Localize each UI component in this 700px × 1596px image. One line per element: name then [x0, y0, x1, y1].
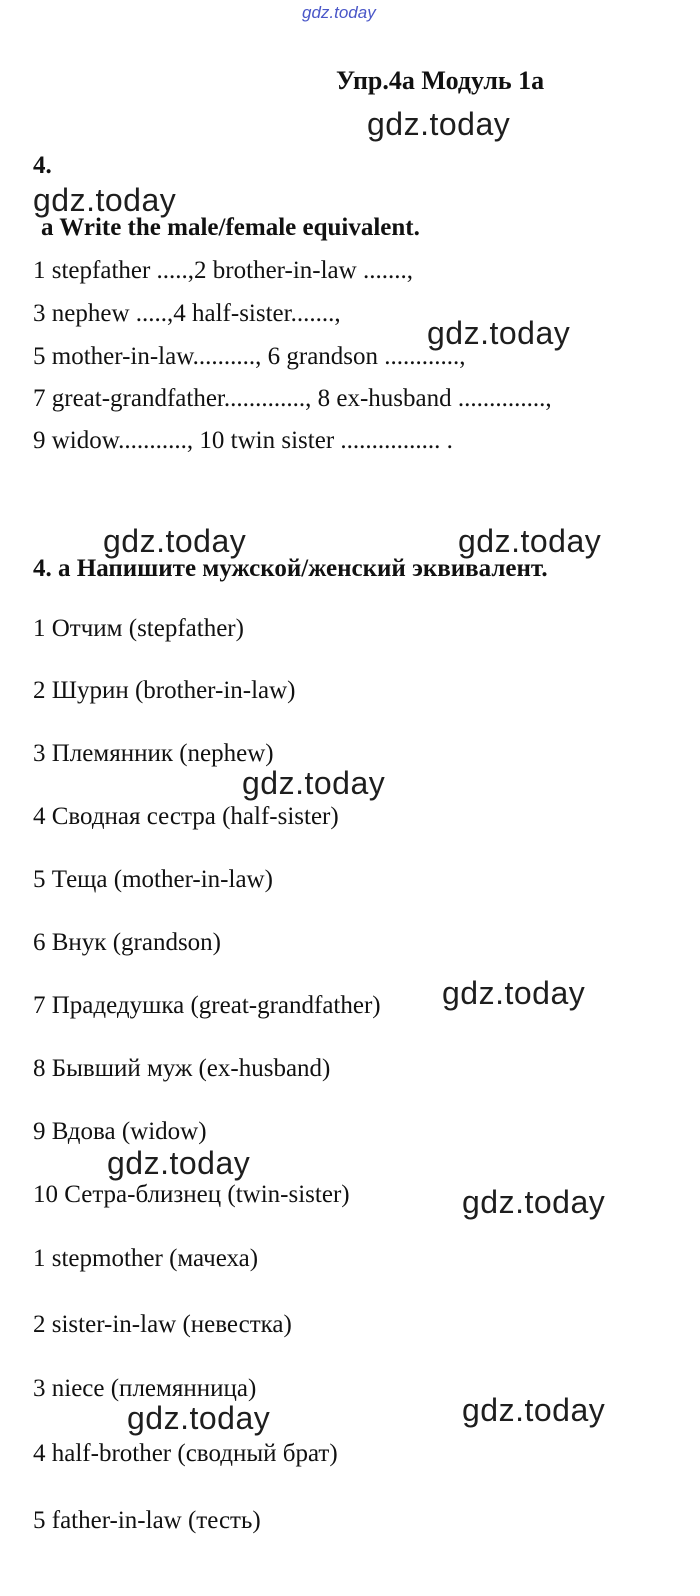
translation-item: 7 Прадедушка (great-grandfather): [33, 992, 381, 1019]
watermark: gdz.today: [107, 1145, 251, 1181]
exercise-line: 7 great-grandfather............., 8 ex-husband ..............,: [33, 385, 552, 412]
translation-item: 9 Вдова (widow): [33, 1118, 207, 1145]
translation-heading: 4. а Напишите мужской/женский эквивалент.: [33, 555, 548, 582]
page-title: Упр.4а Модуль 1а: [336, 66, 545, 95]
translation-item: 3 Племянник (nephew): [33, 740, 274, 767]
exercise-line: 1 stepfather .....,2 brother-in-law .......,: [33, 257, 413, 284]
translation-item: 5 Теща (mother-in-law): [33, 866, 273, 893]
answer-item: 3 niece (племянница): [33, 1375, 257, 1402]
watermark: gdz.today: [427, 315, 571, 351]
watermark: gdz.today: [367, 106, 511, 142]
watermark-top: gdz.today: [302, 3, 376, 22]
watermark: gdz.today: [442, 975, 586, 1011]
exercise-line: 9 widow..........., 10 twin sister ................ .: [33, 427, 453, 454]
answer-item: 2 sister-in-law (невестка): [33, 1311, 292, 1338]
answer-item: 1 stepmother (мачеха): [33, 1245, 259, 1272]
answer-item: 4 half-brother (сводный брат): [33, 1440, 338, 1467]
watermark: gdz.today: [242, 765, 386, 801]
translation-item: 10 Сетра-близнец (twin-sister): [33, 1181, 350, 1208]
watermark: gdz.today: [127, 1400, 271, 1436]
exercise-number: 4.: [33, 152, 52, 179]
exercise-instruction: a Write the male/female equivalent.: [41, 214, 420, 241]
translation-item: 8 Бывший муж (ex-husband): [33, 1055, 331, 1082]
translation-item: 2 Шурин (brother-in-law): [33, 677, 296, 704]
watermark: gdz.today: [462, 1184, 606, 1220]
exercise-line: 5 mother-in-law.........., 6 grandson ............,: [33, 343, 466, 370]
translation-item: 4 Сводная сестра (half-sister): [33, 803, 339, 830]
watermark: gdz.today: [458, 523, 602, 559]
exercise-line: 3 nephew .....,4 half-sister.......,: [33, 300, 341, 327]
translation-item: 1 Отчим (stepfather): [33, 615, 244, 642]
watermark: gdz.today: [462, 1392, 606, 1428]
translation-item: 6 Внук (grandson): [33, 929, 222, 956]
watermark: gdz.today: [33, 182, 177, 218]
watermark: gdz.today: [103, 523, 247, 559]
answer-item: 5 father-in-law (тесть): [33, 1507, 261, 1534]
